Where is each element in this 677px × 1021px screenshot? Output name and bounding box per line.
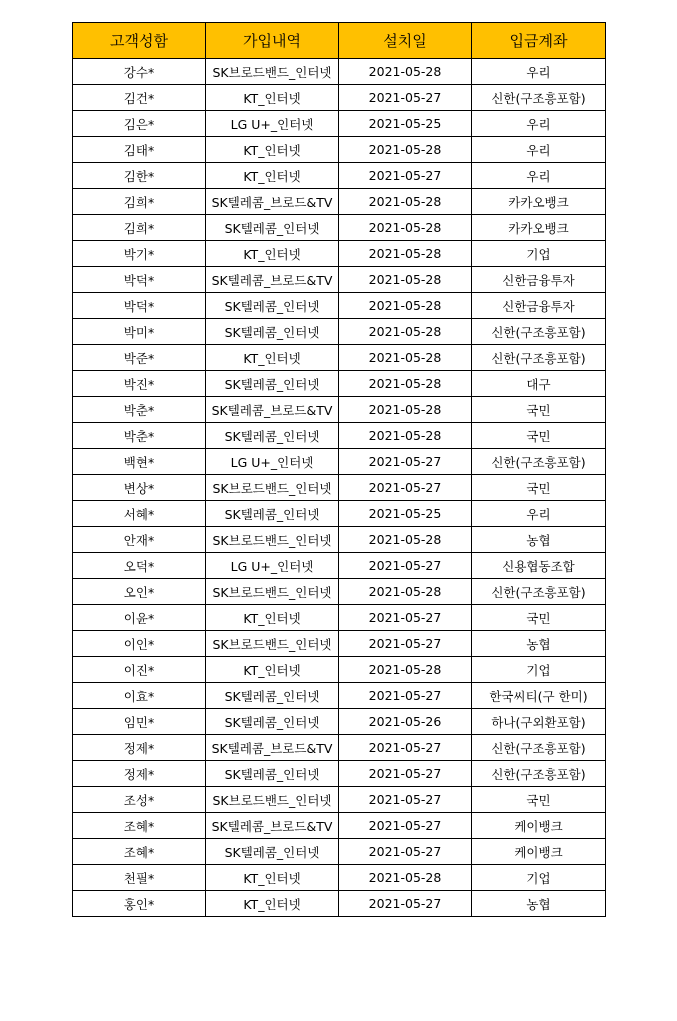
cell-install-date: 2021-05-28 xyxy=(339,137,472,163)
cell-install-date: 2021-05-25 xyxy=(339,111,472,137)
cell-customer-name: 천필* xyxy=(73,865,206,891)
cell-deposit-account: 우리 xyxy=(472,163,606,189)
table-row xyxy=(73,189,606,215)
cell-subscription: SK텔레콤_브로드&TV xyxy=(206,735,339,761)
cell-install-date: 2021-05-28 xyxy=(339,579,472,605)
cell-customer-name: 김희* xyxy=(73,189,206,215)
cell-subscription: SK텔레콤_브로드&TV xyxy=(206,189,339,215)
cell-subscription: KT_인터넷 xyxy=(206,345,339,371)
cell-customer-name: 박춘* xyxy=(73,397,206,423)
cell-deposit-account: 신한(구조흥포함) xyxy=(472,85,606,111)
cell-deposit-account: 농협 xyxy=(472,527,606,553)
table-row xyxy=(73,397,606,423)
cell-deposit-account: 국민 xyxy=(472,475,606,501)
cell-install-date: 2021-05-28 xyxy=(339,657,472,683)
cell-deposit-account: 카카오뱅크 xyxy=(472,215,606,241)
cell-customer-name: 이윤* xyxy=(73,605,206,631)
cell-install-date: 2021-05-28 xyxy=(339,371,472,397)
cell-subscription: SK텔레콤_인터넷 xyxy=(206,319,339,345)
cell-subscription: SK텔레콤_인터넷 xyxy=(206,371,339,397)
cell-deposit-account: 신용협동조합 xyxy=(472,553,606,579)
table-row xyxy=(73,111,606,137)
cell-customer-name: 임민* xyxy=(73,709,206,735)
cell-install-date: 2021-05-27 xyxy=(339,787,472,813)
cell-install-date: 2021-05-26 xyxy=(339,709,472,735)
cell-customer-name: 김은* xyxy=(73,111,206,137)
cell-customer-name: 정제* xyxy=(73,761,206,787)
cell-install-date: 2021-05-28 xyxy=(339,189,472,215)
table-row xyxy=(73,475,606,501)
cell-customer-name: 안재* xyxy=(73,527,206,553)
cell-deposit-account: 신한(구조흥포함) xyxy=(472,345,606,371)
cell-subscription: SK텔레콤_브로드&TV xyxy=(206,267,339,293)
cell-subscription: SK텔레콤_인터넷 xyxy=(206,761,339,787)
cell-subscription: SK텔레콤_인터넷 xyxy=(206,839,339,865)
cell-install-date: 2021-05-27 xyxy=(339,683,472,709)
cell-deposit-account: 기업 xyxy=(472,241,606,267)
table-row xyxy=(73,787,606,813)
cell-deposit-account: 한국씨티(구 한미) xyxy=(472,683,606,709)
installation-table xyxy=(72,22,606,917)
cell-customer-name: 박덕* xyxy=(73,267,206,293)
cell-subscription: LG U+_인터넷 xyxy=(206,553,339,579)
cell-deposit-account: 카카오뱅크 xyxy=(472,189,606,215)
cell-customer-name: 이효* xyxy=(73,683,206,709)
cell-install-date: 2021-05-27 xyxy=(339,605,472,631)
table-row xyxy=(73,345,606,371)
cell-customer-name: 김한* xyxy=(73,163,206,189)
cell-customer-name: 변상* xyxy=(73,475,206,501)
cell-deposit-account: 기업 xyxy=(472,657,606,683)
cell-subscription: KT_인터넷 xyxy=(206,865,339,891)
table-row xyxy=(73,683,606,709)
cell-install-date: 2021-05-27 xyxy=(339,85,472,111)
cell-subscription: SK브로드밴드_인터넷 xyxy=(206,631,339,657)
cell-install-date: 2021-05-27 xyxy=(339,761,472,787)
cell-install-date: 2021-05-27 xyxy=(339,813,472,839)
table-body xyxy=(73,59,606,917)
cell-customer-name: 조혜* xyxy=(73,813,206,839)
cell-subscription: SK텔레콤_인터넷 xyxy=(206,709,339,735)
cell-install-date: 2021-05-28 xyxy=(339,319,472,345)
cell-customer-name: 김태* xyxy=(73,137,206,163)
cell-deposit-account: 신한금융투자 xyxy=(472,267,606,293)
table-row xyxy=(73,605,606,631)
table-row xyxy=(73,293,606,319)
cell-subscription: SK텔레콤_인터넷 xyxy=(206,501,339,527)
cell-subscription: KT_인터넷 xyxy=(206,85,339,111)
table-row xyxy=(73,709,606,735)
cell-subscription: KT_인터넷 xyxy=(206,137,339,163)
cell-subscription: SK텔레콤_인터넷 xyxy=(206,423,339,449)
cell-deposit-account: 신한(구조흥포함) xyxy=(472,449,606,475)
table-row xyxy=(73,839,606,865)
cell-deposit-account: 하나(구외환포함) xyxy=(472,709,606,735)
cell-subscription: SK텔레콤_브로드&TV xyxy=(206,813,339,839)
table-row xyxy=(73,85,606,111)
cell-deposit-account: 신한(구조흥포함) xyxy=(472,319,606,345)
table-row xyxy=(73,215,606,241)
cell-subscription: SK텔레콤_인터넷 xyxy=(206,215,339,241)
table-row xyxy=(73,241,606,267)
cell-install-date: 2021-05-27 xyxy=(339,449,472,475)
cell-deposit-account: 기업 xyxy=(472,865,606,891)
table-row xyxy=(73,891,606,917)
cell-customer-name: 박기* xyxy=(73,241,206,267)
cell-deposit-account: 신한(구조흥포함) xyxy=(472,761,606,787)
cell-install-date: 2021-05-27 xyxy=(339,839,472,865)
table-row xyxy=(73,501,606,527)
cell-deposit-account: 케이뱅크 xyxy=(472,813,606,839)
column-header-deposit-account: 입금계좌 xyxy=(472,23,606,59)
table-row xyxy=(73,449,606,475)
cell-customer-name: 박춘* xyxy=(73,423,206,449)
cell-subscription: LG U+_인터넷 xyxy=(206,449,339,475)
table-row xyxy=(73,137,606,163)
table-row xyxy=(73,631,606,657)
cell-deposit-account: 국민 xyxy=(472,787,606,813)
cell-deposit-account: 우리 xyxy=(472,59,606,85)
cell-customer-name: 오덕* xyxy=(73,553,206,579)
cell-deposit-account: 신한금융투자 xyxy=(472,293,606,319)
table-row xyxy=(73,319,606,345)
cell-install-date: 2021-05-28 xyxy=(339,345,472,371)
cell-customer-name: 정제* xyxy=(73,735,206,761)
cell-subscription: KT_인터넷 xyxy=(206,163,339,189)
column-header-customer-name: 고객성함 xyxy=(73,23,206,59)
cell-subscription: SK브로드밴드_인터넷 xyxy=(206,59,339,85)
cell-install-date: 2021-05-28 xyxy=(339,527,472,553)
cell-customer-name: 이인* xyxy=(73,631,206,657)
cell-deposit-account: 대구 xyxy=(472,371,606,397)
table-row xyxy=(73,267,606,293)
cell-deposit-account: 신한(구조흥포함) xyxy=(472,735,606,761)
cell-subscription: SK브로드밴드_인터넷 xyxy=(206,475,339,501)
cell-customer-name: 조혜* xyxy=(73,839,206,865)
installation-table-sheet xyxy=(72,22,605,917)
cell-customer-name: 강수* xyxy=(73,59,206,85)
cell-deposit-account: 우리 xyxy=(472,137,606,163)
cell-customer-name: 이진* xyxy=(73,657,206,683)
cell-subscription: SK텔레콤_인터넷 xyxy=(206,683,339,709)
cell-customer-name: 오인* xyxy=(73,579,206,605)
cell-deposit-account: 국민 xyxy=(472,423,606,449)
cell-install-date: 2021-05-28 xyxy=(339,865,472,891)
cell-deposit-account: 신한(구조흥포함) xyxy=(472,579,606,605)
cell-install-date: 2021-05-28 xyxy=(339,59,472,85)
table-row xyxy=(73,553,606,579)
cell-install-date: 2021-05-28 xyxy=(339,293,472,319)
cell-subscription: SK텔레콤_인터넷 xyxy=(206,293,339,319)
table-row xyxy=(73,735,606,761)
cell-install-date: 2021-05-28 xyxy=(339,397,472,423)
table-row xyxy=(73,813,606,839)
table-row xyxy=(73,579,606,605)
cell-subscription: KT_인터넷 xyxy=(206,891,339,917)
table-row xyxy=(73,865,606,891)
cell-customer-name: 홍인* xyxy=(73,891,206,917)
table-row xyxy=(73,761,606,787)
cell-install-date: 2021-05-27 xyxy=(339,735,472,761)
table-row xyxy=(73,657,606,683)
cell-subscription: SK브로드밴드_인터넷 xyxy=(206,579,339,605)
cell-customer-name: 백현* xyxy=(73,449,206,475)
cell-customer-name: 김희* xyxy=(73,215,206,241)
cell-install-date: 2021-05-27 xyxy=(339,631,472,657)
cell-subscription: SK브로드밴드_인터넷 xyxy=(206,787,339,813)
cell-subscription: SK브로드밴드_인터넷 xyxy=(206,527,339,553)
cell-customer-name: 박미* xyxy=(73,319,206,345)
cell-deposit-account: 국민 xyxy=(472,605,606,631)
cell-deposit-account: 농협 xyxy=(472,891,606,917)
table-row xyxy=(73,163,606,189)
table-row xyxy=(73,59,606,85)
cell-deposit-account: 우리 xyxy=(472,111,606,137)
table-header-row xyxy=(73,23,606,59)
cell-subscription: KT_인터넷 xyxy=(206,241,339,267)
cell-subscription: KT_인터넷 xyxy=(206,657,339,683)
cell-customer-name: 조성* xyxy=(73,787,206,813)
cell-install-date: 2021-05-28 xyxy=(339,423,472,449)
cell-install-date: 2021-05-27 xyxy=(339,163,472,189)
column-header-subscription: 가입내역 xyxy=(206,23,339,59)
cell-subscription: KT_인터넷 xyxy=(206,605,339,631)
cell-customer-name: 박진* xyxy=(73,371,206,397)
cell-install-date: 2021-05-27 xyxy=(339,553,472,579)
table-row xyxy=(73,527,606,553)
cell-deposit-account: 케이뱅크 xyxy=(472,839,606,865)
table-row xyxy=(73,423,606,449)
cell-deposit-account: 우리 xyxy=(472,501,606,527)
cell-deposit-account: 농협 xyxy=(472,631,606,657)
cell-install-date: 2021-05-27 xyxy=(339,475,472,501)
cell-customer-name: 김건* xyxy=(73,85,206,111)
cell-deposit-account: 국민 xyxy=(472,397,606,423)
cell-install-date: 2021-05-25 xyxy=(339,501,472,527)
cell-customer-name: 박준* xyxy=(73,345,206,371)
cell-customer-name: 서혜* xyxy=(73,501,206,527)
cell-install-date: 2021-05-28 xyxy=(339,215,472,241)
cell-customer-name: 박덕* xyxy=(73,293,206,319)
cell-subscription: SK텔레콤_브로드&TV xyxy=(206,397,339,423)
cell-install-date: 2021-05-28 xyxy=(339,267,472,293)
cell-subscription: LG U+_인터넷 xyxy=(206,111,339,137)
cell-install-date: 2021-05-27 xyxy=(339,891,472,917)
column-header-install-date: 설치일 xyxy=(339,23,472,59)
table-row xyxy=(73,371,606,397)
cell-install-date: 2021-05-28 xyxy=(339,241,472,267)
